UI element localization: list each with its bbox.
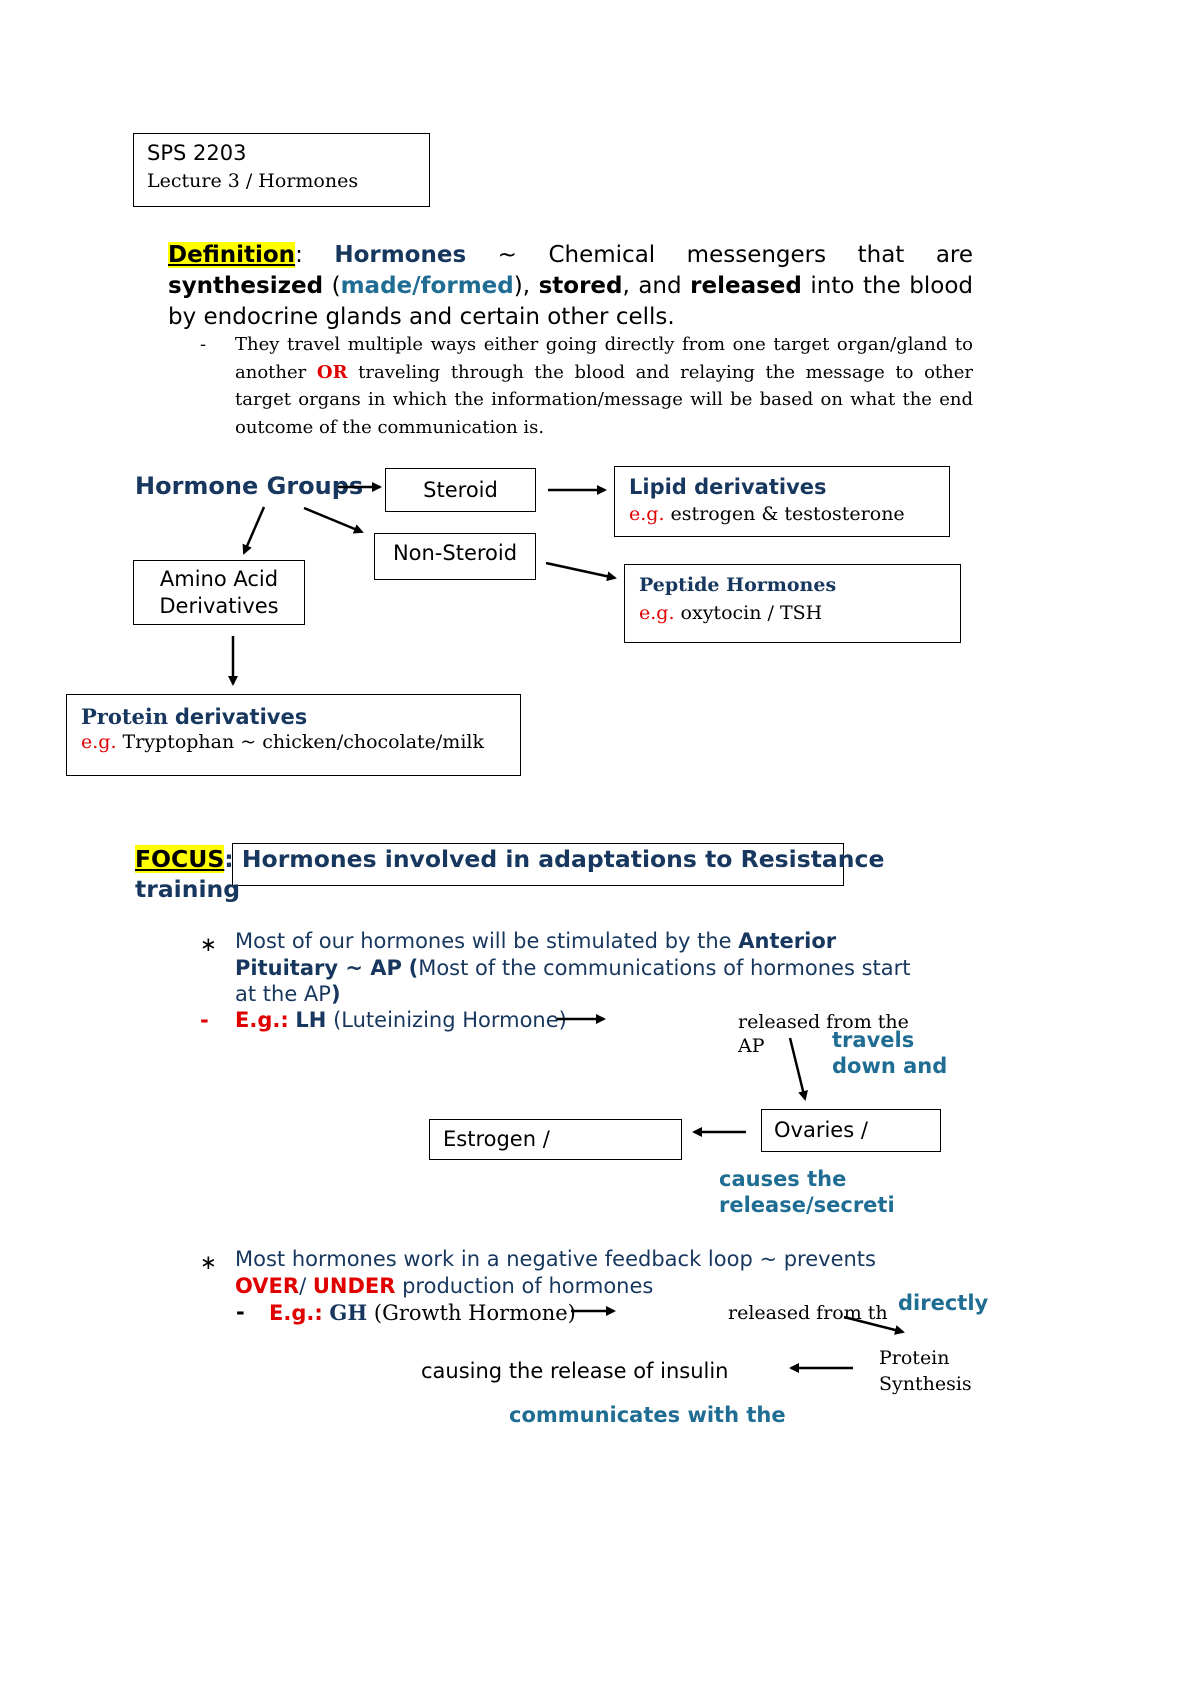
lh-example	[235, 1008, 567, 1032]
pituitary-ap: Pituitary ~ AP	[235, 955, 402, 980]
protein-title	[81, 704, 307, 729]
under-word: UNDER	[312, 1273, 396, 1298]
ovaries-box	[761, 1109, 941, 1152]
peptide-title: Peptide Hormones	[639, 574, 837, 596]
gh-abbrev: GH	[329, 1300, 368, 1325]
definition-line1-rest: Chemical messengers that are	[548, 242, 974, 268]
definition-line-3: by endocrine glands and certain other cells.	[168, 304, 675, 330]
course-header-box	[133, 133, 430, 207]
peptide-hormones-box	[624, 564, 961, 643]
hormones-term: Hormones	[334, 242, 467, 268]
b1-rest: Most of the communications of hormones start	[418, 955, 911, 980]
directly-word: directly	[898, 1291, 989, 1315]
bullet-part2: traveling through the blood and relaying the message to other target organs in which the information/message will be based on what the end outcome of the communication is.	[235, 361, 973, 438]
protein-example-text: Tryptophan ~ chicken/chocolate/milk	[122, 731, 484, 753]
lipid-derivatives-box	[614, 466, 950, 537]
b2-rest: production of hormones	[402, 1273, 654, 1298]
lecture-title: Lecture 3 / Hormones	[147, 170, 359, 192]
b1-line1	[235, 928, 975, 955]
focus-colon: :	[224, 845, 234, 873]
gh-full: (Growth Hormone)	[373, 1301, 576, 1325]
definition-colon: :	[295, 242, 303, 268]
focus-bullet-2	[235, 1246, 975, 1299]
estrogen-label: Estrogen /	[443, 1127, 550, 1151]
lh-abbrev: LH	[295, 1008, 327, 1032]
travels-down-and	[832, 1027, 992, 1083]
bullet-symbol-1: ∗	[200, 932, 217, 956]
b1-line3-text: at the AP	[235, 982, 331, 1006]
causes-release	[719, 1166, 949, 1222]
definition-label: Definition	[168, 242, 296, 268]
definition-bullet-text	[235, 331, 973, 441]
protein-syn-2: Synthesis	[879, 1373, 972, 1395]
protein-rest: derivatives	[174, 705, 308, 729]
slash: /	[299, 1273, 307, 1298]
lipid-title: Lipid derivatives	[629, 475, 827, 499]
b1-line3	[235, 981, 975, 1008]
protein-example	[81, 731, 484, 753]
focus-title-text: Hormones involved in adaptations to Resistance	[241, 845, 885, 873]
anterior-word: Anterior	[738, 929, 837, 953]
stored-word: stored	[538, 273, 623, 299]
protein-syn-1: Protein	[879, 1347, 950, 1369]
lipid-example	[629, 503, 905, 525]
eg-label: e.g.	[81, 731, 117, 753]
insulin-line	[421, 1358, 761, 1388]
dash-gh: -	[236, 1300, 245, 1324]
gh-example	[269, 1300, 576, 1325]
non-steroid-label: Non-Steroid	[392, 541, 518, 565]
and-word: , and	[622, 273, 682, 299]
causes-the: causes the	[719, 1167, 847, 1191]
bullet-part1: They travel multiple ways either going directly from one target organ/gland to another	[235, 334, 973, 383]
or-word: OR	[316, 361, 348, 383]
protein-derivatives-box	[66, 694, 521, 776]
b1-line2	[235, 955, 975, 982]
released-from-th: released from th	[728, 1302, 888, 1324]
insulin-text: causing the release of insulin	[421, 1359, 729, 1383]
b2-line1: Most hormones work in a negative feedback loop ~ prevents	[235, 1247, 876, 1271]
estrogen-box	[429, 1119, 682, 1160]
paren-open: (	[408, 955, 419, 980]
travels-word: travels	[832, 1028, 915, 1052]
down-and-word: down and	[832, 1054, 948, 1078]
b2-line2	[235, 1273, 975, 1300]
course-code: SPS 2203	[147, 141, 247, 165]
paren-close: ),	[513, 273, 531, 299]
bullet-symbol-2: ∗	[200, 1250, 217, 1274]
lh-full: (Luteinizing Hormone)	[333, 1008, 567, 1032]
lipid-example-text: estrogen & testosterone	[670, 503, 905, 525]
steroid-box	[385, 468, 536, 512]
b1-part1: Most of our hormones will be stimulated by the	[235, 929, 732, 953]
focus-title-line2: training	[135, 875, 241, 903]
non-steroid-box	[374, 533, 536, 580]
eg-label-gh: E.g.:	[269, 1301, 323, 1325]
communicates-line: communicates with the	[509, 1403, 786, 1427]
hormone-groups-label: Hormone Groups	[135, 472, 364, 500]
amino-acid-box	[133, 560, 305, 625]
arrow-nonsteroid-to-peptide	[546, 563, 615, 578]
peptide-example-text: oxytocin / TSH	[680, 602, 823, 624]
focus-title-line1	[135, 845, 884, 873]
tilde: ~	[497, 242, 517, 268]
paren-open: (	[331, 273, 341, 299]
amino-line2: Derivatives	[159, 594, 279, 618]
steroid-label: Steroid	[423, 478, 498, 502]
made-formed: made/formed	[340, 273, 514, 299]
amino-line1: Amino Acid	[159, 567, 279, 591]
paren-close: )	[330, 982, 341, 1006]
eg-label-lh: E.g.:	[235, 1008, 289, 1032]
protein-word: Protein	[81, 704, 169, 729]
release-secreti: release/secreti	[719, 1193, 895, 1217]
into-blood: into the blood	[810, 273, 974, 299]
synthesized-word: synthesized	[168, 273, 324, 299]
protein-synthesis	[879, 1345, 972, 1397]
arrow-down-to-ovaries	[790, 1038, 805, 1099]
arrow-groups-to-nonsteroid	[304, 508, 362, 532]
arrow-groups-to-amino	[244, 507, 264, 553]
bullet-dash: -	[200, 334, 207, 355]
ovaries-label: Ovaries /	[774, 1118, 868, 1142]
focus-label: FOCUS	[135, 845, 225, 873]
released-from-ap-text: released from the AP	[738, 1011, 909, 1057]
released-word: released	[690, 273, 802, 299]
peptide-example	[639, 602, 822, 624]
eg-label: e.g.	[639, 602, 675, 624]
definition-line-2	[168, 271, 973, 301]
definition-line-1	[168, 240, 973, 270]
focus-bullet-1	[235, 928, 975, 1008]
eg-label: e.g.	[629, 503, 665, 525]
over-word: OVER	[235, 1273, 300, 1298]
dash-lh: -	[200, 1008, 209, 1032]
